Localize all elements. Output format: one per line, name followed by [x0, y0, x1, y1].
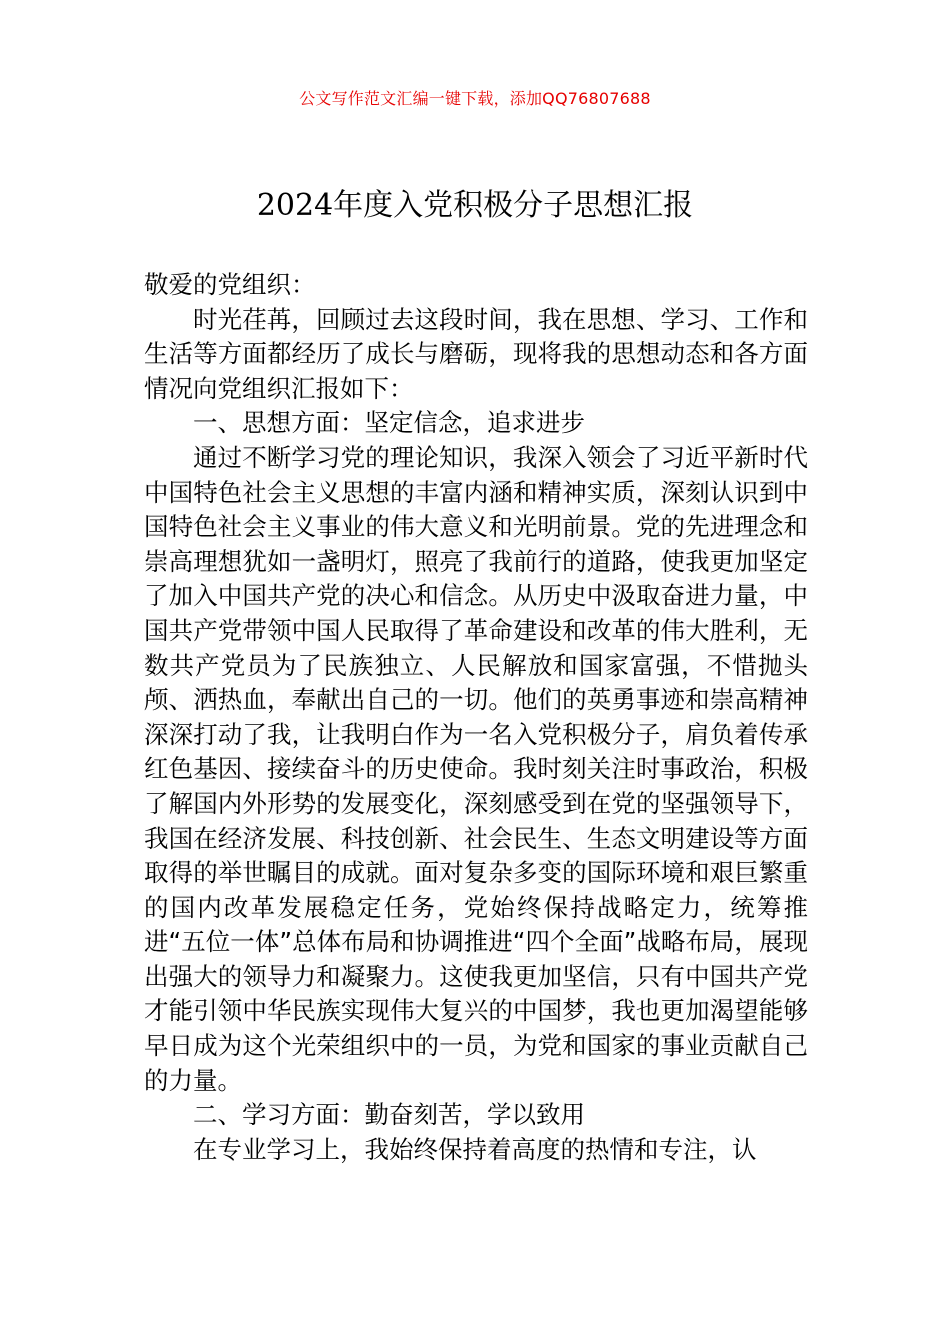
header-download-note: 公文写作范文汇编一键下载，添加QQ76807688	[299, 89, 651, 108]
salutation: 敬爱的党组织：	[144, 270, 316, 299]
section-heading-2: 二、学习方面：勤奋刻苦，学以致用	[193, 1100, 585, 1130]
paragraph-intro: 时光荏苒，回顾过去这段时间，我在思想、学习、工作和生活等方面都经历了成长与磨砺，现将我的思想动态和各方面情况向党组织汇报如下：	[144, 304, 808, 403]
paragraph-section-2: 在专业学习上，我始终保持着高度的热情和专注，认	[193, 1134, 757, 1164]
document-body	[144, 268, 808, 1167]
paragraph-section-1: 通过不断学习党的理论知识，我深入领会了习近平新时代中国特色社会主义思想的丰富内涵和精神实质，深刻认识到中国特色社会主义事业的伟大意义和光明前景。党的先进理念和崇高理想犹如一盏明灯，照亮了我前行的道路，使我更加坚定了加入中国共产党的决心和信念。从历史中汲取奋进力量，中国共产党带领中国人民取得了革命建设和改革的伟大胜利，无数共产党员为了民族独立、人民解放和国家富强，不惜抛头颅、洒热血，奉献出自己的一切。他们的英勇事迹和崇高精神深深打动了我，让我明白作为一名入党积极分子，肩负着传承红色基因、接续奋斗的历史使命。我时刻关注时事政治，积极了解国内外形势的发展变化，深刻感受到在党的坚强领导下，我国在经济发展、科技创新、社会民生、生态文明建设等方面取得的举世瞩目的成就。面对复杂多变的国际环境和艰巨繁重的国内改革发展稳定任务，党始终保持战略定力，统筹推进“五位一体”总体布局和协调推进“四个全面”战略布局，展现出强大的领导力和凝聚力。这使我更加坚信，只有中国共产党才能引领中华民族实现伟大复兴的中国梦，我也更加渴望能够早日成为这个光荣组织中的一员，为党和国家的事业贡献自己的力量。	[144, 442, 808, 1095]
page-title: 2024年度入党积极分子思想汇报	[256, 188, 694, 223]
section-heading-1: 一、思想方面：坚定信念，追求进步	[193, 408, 585, 438]
